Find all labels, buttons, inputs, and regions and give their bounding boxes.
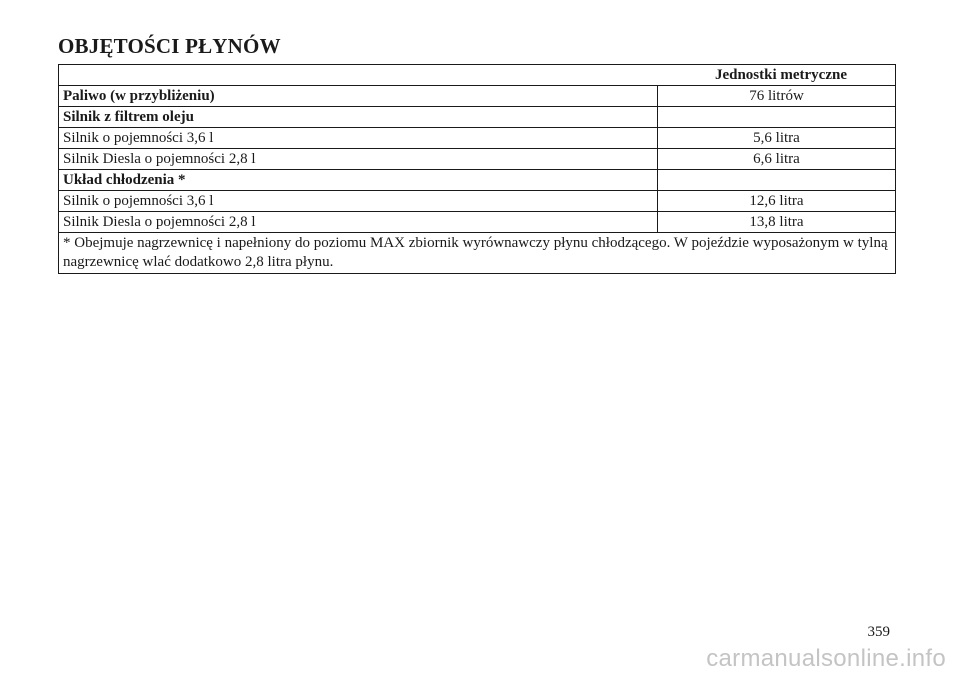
row-value [658, 107, 896, 128]
fluid-capacities-table [58, 64, 896, 274]
footnote: * Obejmuje nagrzewnicę i napełniony do poziomu MAX zbiornik wyrównawczy płynu chłodzącego. W pojeździe wyposażonym w tylną nagrzewnicę wlać dodatkowo 2,8 litra płynu. [59, 233, 896, 274]
row-value [658, 170, 896, 191]
table-row [59, 107, 896, 128]
row-label: Silnik Diesla o pojemności 2,8 l [59, 212, 658, 233]
row-value: 6,6 litra [658, 149, 896, 170]
table-row [59, 212, 896, 233]
row-label: Silnik z filtrem oleju [59, 107, 658, 128]
table-row [59, 149, 896, 170]
page-title: OBJĘTOŚCI PŁYNÓW [58, 34, 281, 58]
row-value: 5,6 litra [658, 128, 896, 149]
watermark: carmanualsonline.info [706, 645, 946, 672]
table-header-row [59, 65, 896, 86]
row-label: Silnik o pojemności 3,6 l [59, 128, 658, 149]
row-label: Silnik Diesla o pojemności 2,8 l [59, 149, 658, 170]
row-value: 12,6 litra [658, 191, 896, 212]
row-label: Paliwo (w przybliżeniu) [59, 86, 658, 107]
table-row [59, 86, 896, 107]
row-value: 13,8 litra [658, 212, 896, 233]
row-label: Silnik o pojemności 3,6 l [59, 191, 658, 212]
table-row [59, 170, 896, 191]
table-row [59, 191, 896, 212]
table-footnote-row [59, 233, 896, 274]
page-number: 359 [867, 624, 890, 640]
header-metric-units: Jednostki metryczne [59, 65, 896, 86]
table-row [59, 128, 896, 149]
row-value: 76 litrów [658, 86, 896, 107]
row-label: Układ chłodzenia * [59, 170, 658, 191]
